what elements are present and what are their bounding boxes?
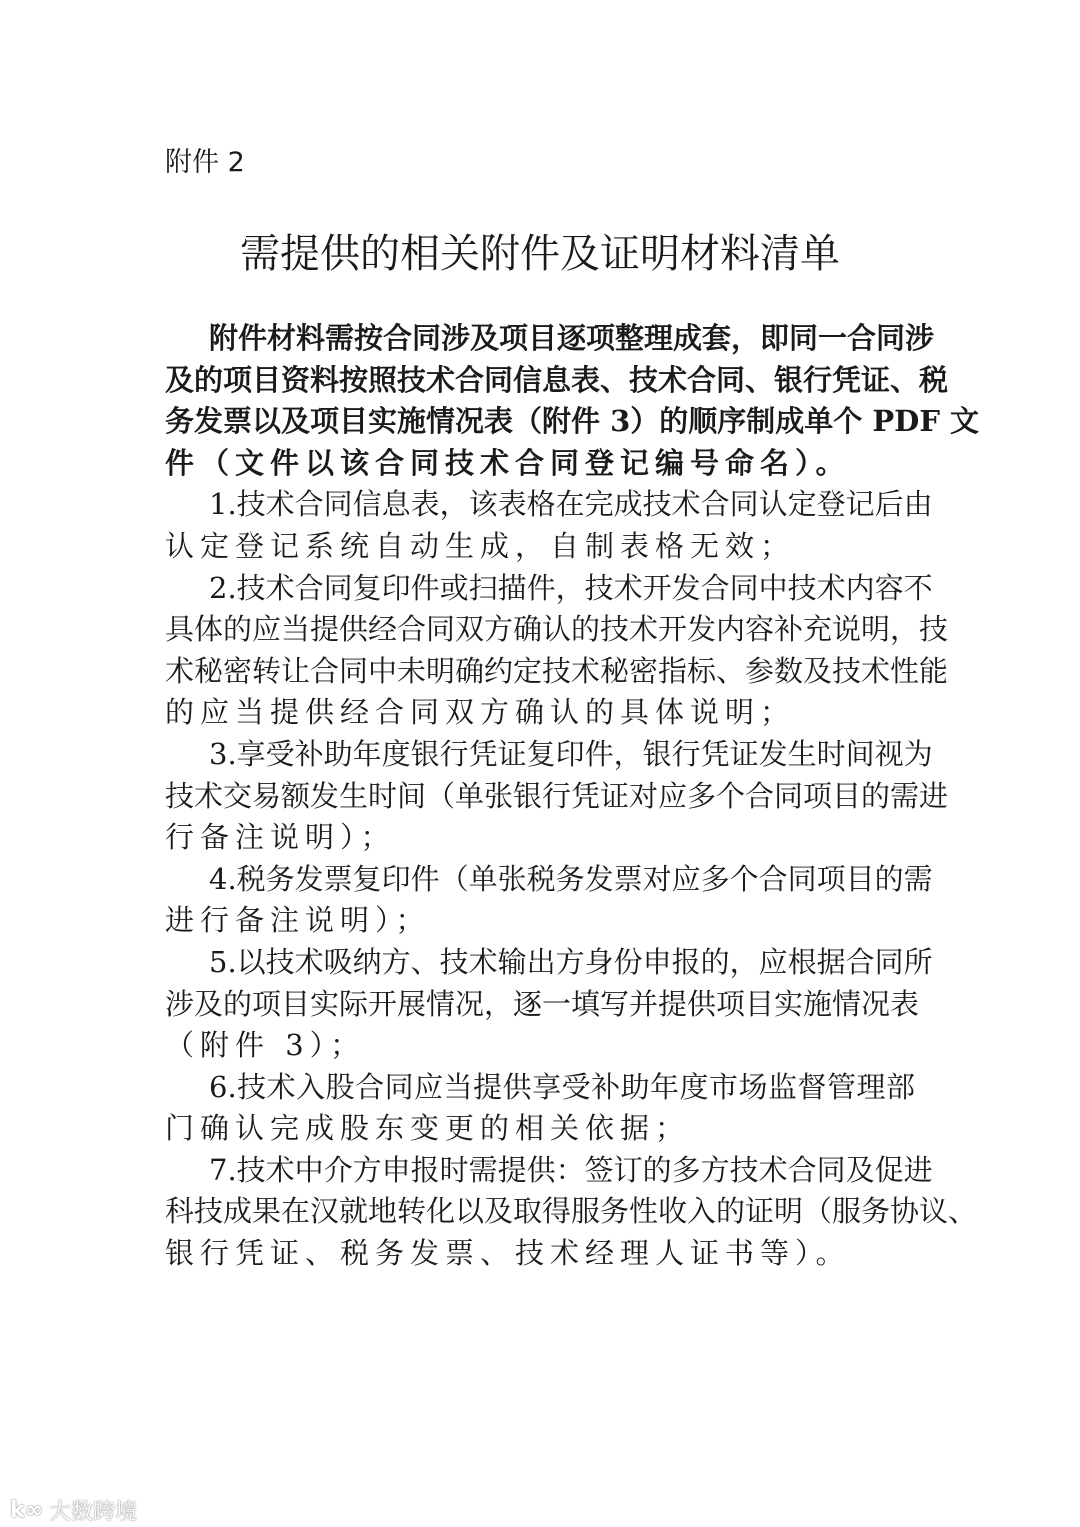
text-line: 技术交易额发生时间（单张银行凭证对应多个合同项目的需进 bbox=[165, 778, 949, 813]
list-item bbox=[165, 859, 933, 942]
text-line: 1.技术合同信息表，该表格在完成技术合同认定登记后由 bbox=[209, 487, 933, 522]
document-body bbox=[165, 318, 980, 1275]
text-line: 附件材料需按合同涉及项目逐项整理成套，即同一合同涉 bbox=[209, 321, 935, 355]
text-line: 进行备注说明）； bbox=[165, 903, 431, 938]
text-line: 涉及的项目实际开展情况，逐一填写并提供项目实施情况表 bbox=[165, 986, 920, 1021]
watermark-text: 大数跨境 bbox=[48, 1500, 137, 1525]
watermark-logo-icon: k∞ bbox=[10, 1498, 43, 1523]
text-line: 4.税务发票复印件（单张税务发票对应多个合同项目的需 bbox=[209, 861, 933, 896]
text-line: 科技成果在汉就地转化以及取得服务性收入的证明（服务协议、 bbox=[165, 1194, 978, 1229]
text-line: 3.享受补助年度银行凭证复印件，银行凭证发生时间视为 bbox=[209, 736, 933, 771]
text-line: 认定登记系统自动生成，自制表格无效； bbox=[165, 528, 796, 563]
list-item bbox=[165, 1067, 915, 1150]
text-line: 2.技术合同复印件或扫描件，技术开发合同中技术内容不 bbox=[209, 570, 933, 605]
text-line: 行备注说明）； bbox=[165, 820, 396, 855]
text-line: 门确认完成股东变更的相关依据； bbox=[165, 1111, 691, 1146]
text-line: 5.以技术吸纳方、技术输出方身份申报的，应根据合同所 bbox=[209, 944, 933, 979]
watermark bbox=[10, 1495, 137, 1526]
text-line: 6.技术入股合同应当提供享受补助年度市场监督管理部 bbox=[209, 1069, 915, 1104]
annex-label: 附件 2 bbox=[165, 147, 245, 178]
text-line: 具体的应当提供经合同双方确认的技术开发内容补充说明，技 bbox=[165, 612, 949, 647]
intro-paragraph bbox=[165, 318, 980, 484]
document-title: 需提供的相关附件及证明材料清单 bbox=[240, 231, 840, 277]
requirement-list bbox=[165, 484, 978, 1274]
text-line: 件（文件以该合同技术合同登记编号命名）。 bbox=[165, 445, 851, 480]
list-item bbox=[165, 568, 949, 734]
text-line: 银行凭证、税务发票、技术经理人证书等）。 bbox=[165, 1236, 851, 1271]
text-line: 及的项目资料按照技术合同信息表、技术合同、银行凭证、税 bbox=[165, 362, 949, 397]
list-item bbox=[165, 734, 949, 859]
list-item bbox=[165, 942, 933, 1067]
text-line: 的应当提供经合同双方确认的具体说明； bbox=[165, 695, 796, 730]
list-item bbox=[165, 484, 933, 567]
text-line: （附件 3）； bbox=[165, 1028, 366, 1063]
text-line: 务发票以及项目实施情况表（附件 3）的顺序制成单个 PDF 文 bbox=[165, 404, 980, 439]
text-line: 7.技术中介方申报时需提供：签订的多方技术合同及促进 bbox=[209, 1152, 933, 1187]
text-line: 术秘密转让合同中未明确约定技术秘密指标、参数及技术性能 bbox=[165, 653, 949, 688]
list-item bbox=[165, 1150, 978, 1275]
